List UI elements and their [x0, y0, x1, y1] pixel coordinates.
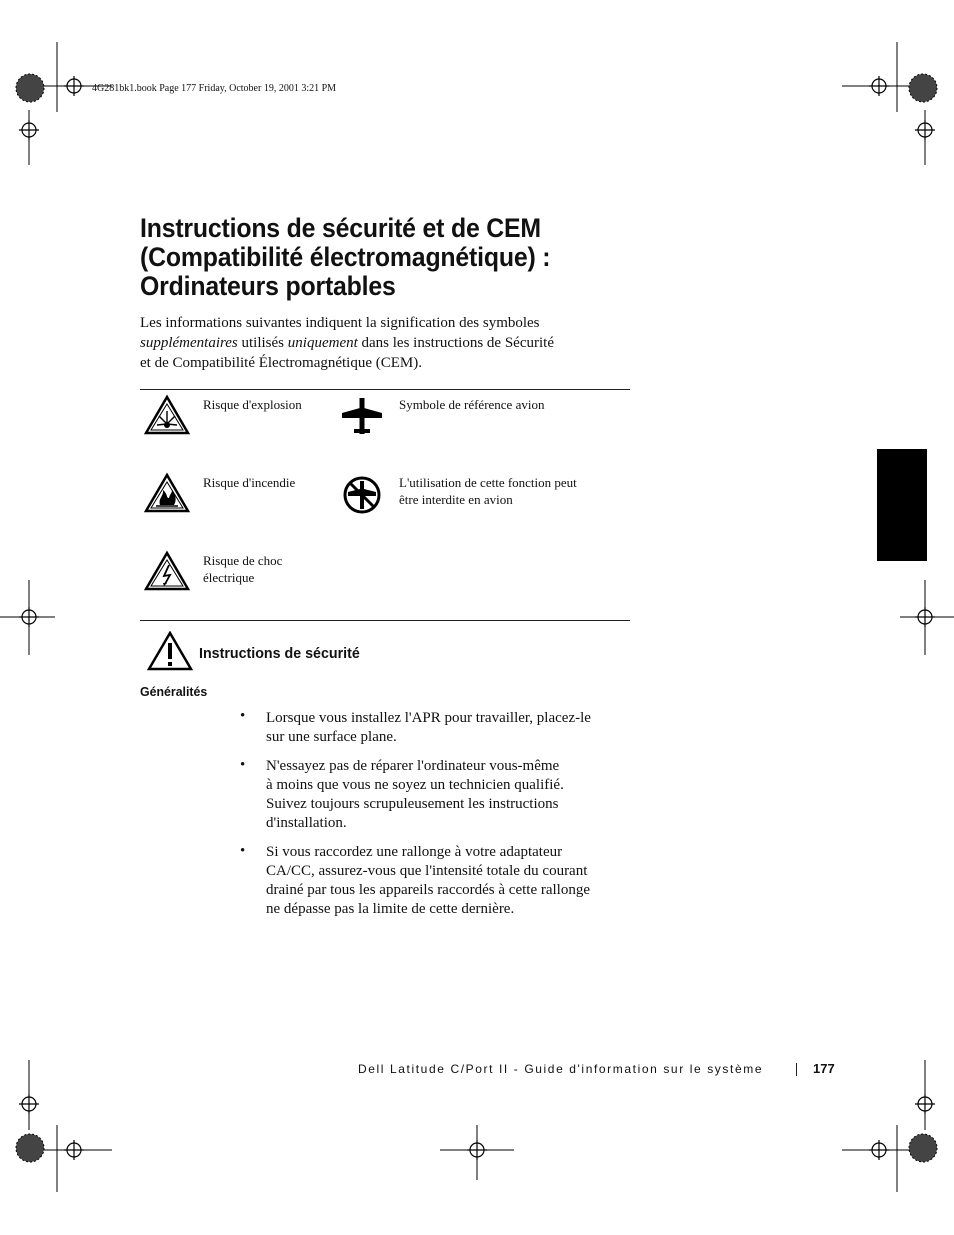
symbol-table-bottom-rule: [140, 620, 630, 621]
bullet-3-line-4: ne dépasse pas la limite de cette dernière.: [266, 901, 515, 917]
bullet-item-2: [266, 757, 626, 833]
caution-triangle-icon: [147, 631, 193, 676]
intro-line-2-mid: utilisés: [237, 335, 288, 351]
bullet-3-line-1: Si vous raccordez une rallonge à votre adaptateur: [266, 844, 563, 860]
bullet-1-line-2: sur une surface plane.: [266, 729, 397, 745]
symbol-label-shock-line-1: Risque de choc: [203, 553, 283, 568]
intro-line-2-end: dans les instructions de Sécurité: [357, 335, 554, 351]
print-slug-line: 4G281bk1.book Page 177 Friday, October 19, 2001 3:21 PM: [92, 83, 337, 94]
running-footer: Dell Latitude C/Port II - Guide d'information sur le système: [358, 1062, 764, 1076]
symbol-table-top-rule: [140, 389, 630, 390]
electric-shock-warning-icon: [144, 550, 190, 597]
section-subtitle: Généralités: [140, 684, 208, 699]
symbol-label-airplane: Symbole de référence avion: [399, 397, 545, 412]
bullet-2-line-4: d'installation.: [266, 815, 347, 831]
bullet-item-3: [266, 843, 626, 919]
intro-line-2: [140, 333, 600, 353]
intro-paragraph: [140, 313, 600, 373]
page-title: [140, 214, 618, 301]
title-line-3: Ordinateurs portables: [140, 271, 396, 301]
intro-line-3: et de Compatibilité Électromagnétique (CEM).: [140, 355, 423, 371]
bullet-2-line-3: Suivez toujours scrupuleusement les instructions: [266, 796, 559, 812]
intro-emphasis-supplementaires: supplémentaires: [140, 335, 238, 351]
symbol-label-no-airplane-line-2: être interdite en avion: [399, 492, 513, 507]
intro-emphasis-uniquement: uniquement: [287, 335, 358, 351]
bullet-item-1: [266, 709, 626, 747]
footer-separator: [796, 1063, 797, 1076]
bullet-3-line-2: CA/CC, assurez-vous que l'intensité totale du courant: [266, 863, 588, 879]
symbol-label-explosion: Risque d'explosion: [203, 397, 302, 412]
page-number: 177: [813, 1061, 835, 1076]
airplane-icon: [340, 396, 384, 441]
symbol-label-no-airplane: [399, 474, 577, 508]
explosion-warning-icon: [144, 394, 190, 441]
symbol-label-shock-line-2: électrique: [203, 570, 255, 585]
title-line-2: (Compatibilité électromagnétique) :: [140, 242, 551, 272]
symbol-label-shock: [203, 552, 282, 586]
bullet-marker-3: •: [240, 843, 246, 859]
bullet-marker-2: •: [240, 757, 246, 773]
bullet-3-line-3: drainé par tous les appareils raccordés à cette rallonge: [266, 882, 591, 898]
bullet-2-line-2: à moins que vous ne soyez un technicien qualifié.: [266, 777, 564, 793]
chapter-thumb-tab: [877, 449, 927, 561]
title-line-1: Instructions de sécurité et de CEM: [140, 213, 541, 243]
no-airplane-icon: [341, 474, 383, 521]
bullet-1-line-1: Lorsque vous installez l'APR pour travailler, placez-le: [266, 710, 591, 726]
bullet-2-line-1: N'essayez pas de réparer l'ordinateur vous-même: [266, 758, 560, 774]
bullet-marker-1: •: [240, 708, 246, 724]
section-title: Instructions de sécurité: [199, 645, 360, 662]
symbol-label-no-airplane-line-1: L'utilisation de cette fonction peut: [399, 475, 577, 490]
fire-warning-icon: [144, 472, 190, 519]
intro-line-1: Les informations suivantes indiquent la signification des symboles: [140, 315, 540, 331]
symbol-label-fire: Risque d'incendie: [203, 475, 296, 490]
